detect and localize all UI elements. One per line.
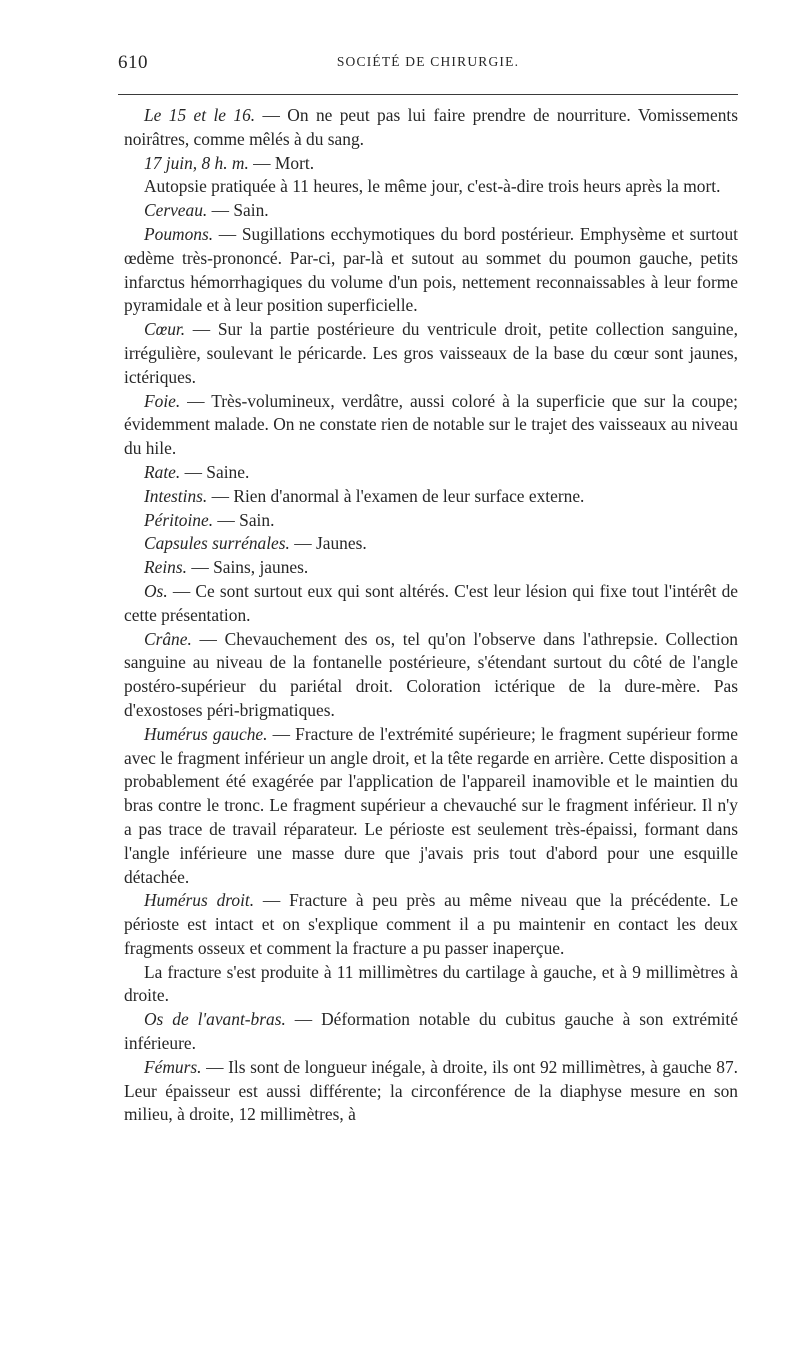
paragraph-lead: Reins. xyxy=(144,557,187,578)
paragraph-lead: 17 juin, 8 h. m. xyxy=(144,152,249,173)
paragraph-text: — Déformation notable du cubitus gauche à son extrémité inférieure. xyxy=(124,1009,738,1054)
paragraph xyxy=(124,175,738,199)
paragraph xyxy=(124,532,738,556)
paragraph xyxy=(124,1056,738,1127)
paragraph-lead: Rate. xyxy=(144,461,181,482)
paragraph xyxy=(124,318,738,389)
paragraph-text: — Sugillations ecchymotiques du bord postérieur. Emphysème et surtout œdème très-prononcé. Par-ci, par-là et sutout au sommet du poumon gauche, petits infarctus hémorrhagiques du volume d'un pois, nettement reconnaissables à leur forme pyramidale et à leur position superficielle. xyxy=(124,223,738,316)
paragraph-text: — Fracture à peu près au même niveau que la précédente. Le périoste est intact et on s'explique comment il a pu maintenir en contact les deux fragments osseux et comment la fracture a pu passer inaperçue. xyxy=(124,890,738,958)
paragraph-lead: Foie. xyxy=(144,390,181,411)
paragraph xyxy=(124,628,738,723)
paragraph xyxy=(124,199,738,223)
paragraph-text: — Mort. xyxy=(248,152,315,173)
paragraph-text: — Sur la partie postérieure du ventricule droit, petite collection sanguine, irrégulière, soulevant le péricarde. Les gros vaisseaux de la base du cœur sont jaunes, ictériques. xyxy=(124,319,738,387)
paragraph xyxy=(124,889,738,960)
paragraph xyxy=(124,580,738,628)
paragraph-lead: Cœur. xyxy=(144,319,186,340)
paragraph-lead: Fémurs. xyxy=(144,1056,202,1077)
page-header xyxy=(118,52,738,76)
paragraph-text: Autopsie pratiquée à 11 heures, le même jour, c'est-à-dire trois heurs après la mort. xyxy=(144,176,721,197)
page-number: 610 xyxy=(118,52,148,73)
paragraph xyxy=(124,223,738,318)
paragraph-text: — Sain. xyxy=(207,200,269,221)
paragraph-text: — Ils sont de longueur inégale, à droite, ils ont 92 millimètres, à gauche 87. Leur épaisseur est aussi différente; la circonférence de la diaphyse mesure en son milieu, à droite, 12 millimètres, à xyxy=(124,1056,738,1125)
paragraph-text: — Saine. xyxy=(180,461,250,482)
paragraph-lead: Os. xyxy=(144,580,168,601)
paragraph-lead: Le 15 et le 16. xyxy=(144,105,256,125)
paragraph-text: — Rien d'anormal à l'examen de leur surface externe. xyxy=(207,485,585,506)
paragraph-lead: Humérus gauche. xyxy=(144,723,268,744)
paragraph xyxy=(124,556,738,580)
paragraph-text: La fracture s'est produite à 11 millimètres du cartilage à gauche, et à 9 millimètres à droite. xyxy=(124,961,738,1006)
paragraph-text: — Ce sont surtout eux qui sont altérés. C'est leur lésion qui fixe tout l'intérêt de cette présentation. xyxy=(124,580,738,625)
paragraph xyxy=(124,1008,738,1056)
paragraph xyxy=(124,390,738,461)
running-title: SOCIÉTÉ DE CHIRURGIE. xyxy=(336,54,520,69)
paragraph-text: — Sains, jaunes. xyxy=(186,557,309,578)
paragraph-text: — Très-volumineux, verdâtre, aussi coloré à la superficie que sur la coupe; évidemment malade. On ne constate rien de notable sur le trajet des vaisseaux au niveau du hile. xyxy=(124,390,738,459)
paragraph-text: — Chevauchement des os, tel qu'on l'observe dans l'athrepsie. Collection sanguine au niveau de la fontanelle postérieure, s'étendant surtout du côté de l'angle postéro-supérieur du pariétal droit. Coloration ictérique de la dure-mère. Pas d'exostoses péri-brigmatiques. xyxy=(124,628,738,720)
paragraph-text: — Jaunes. xyxy=(289,533,367,554)
paragraph-lead: Intestins. xyxy=(144,485,208,506)
paragraph xyxy=(124,723,738,890)
paragraph xyxy=(124,461,738,485)
paragraph xyxy=(124,961,738,1009)
paragraph xyxy=(124,485,738,509)
body-text xyxy=(124,104,738,1127)
header-rule xyxy=(118,94,738,95)
paragraph-lead: Crâne. xyxy=(144,628,192,649)
paragraph-lead: Poumons. xyxy=(144,223,214,244)
paragraph-text: — Sain. xyxy=(213,509,275,530)
paragraph-lead: Humérus droit. xyxy=(144,890,255,911)
paragraph xyxy=(124,152,738,176)
paragraph-text: — On ne peut pas lui faire prendre de nourriture. Vomissements noirâtres, comme mêlés à du sang. xyxy=(124,105,738,149)
paragraph-text: — Fracture de l'extrémité supérieure; le fragment supérieur forme avec le fragment inférieur un angle droit, et la tête regarde en arrière. Cette disposition a probablement été exagérée par l'application de l'appareil inamovible et le maintien du bras contre le tronc. Le fragment supérieur a chevauché sur le fragment inférieur. Il n'y a pas trace de travail réparateur. Le périoste est seulement très-épaissi, formant dans l'angle inférieure une masse dure que j'avais pris tout d'abord pour une esquille détachée. xyxy=(124,723,738,887)
paragraph-lead: Cerveau. xyxy=(144,200,208,221)
paragraph xyxy=(124,104,738,152)
paragraph-lead: Capsules surrénales. xyxy=(144,533,290,554)
paragraph-lead: Péritoine. xyxy=(144,509,214,530)
paragraph xyxy=(124,509,738,533)
paragraph-lead: Os de l'avant-bras. xyxy=(144,1009,286,1030)
